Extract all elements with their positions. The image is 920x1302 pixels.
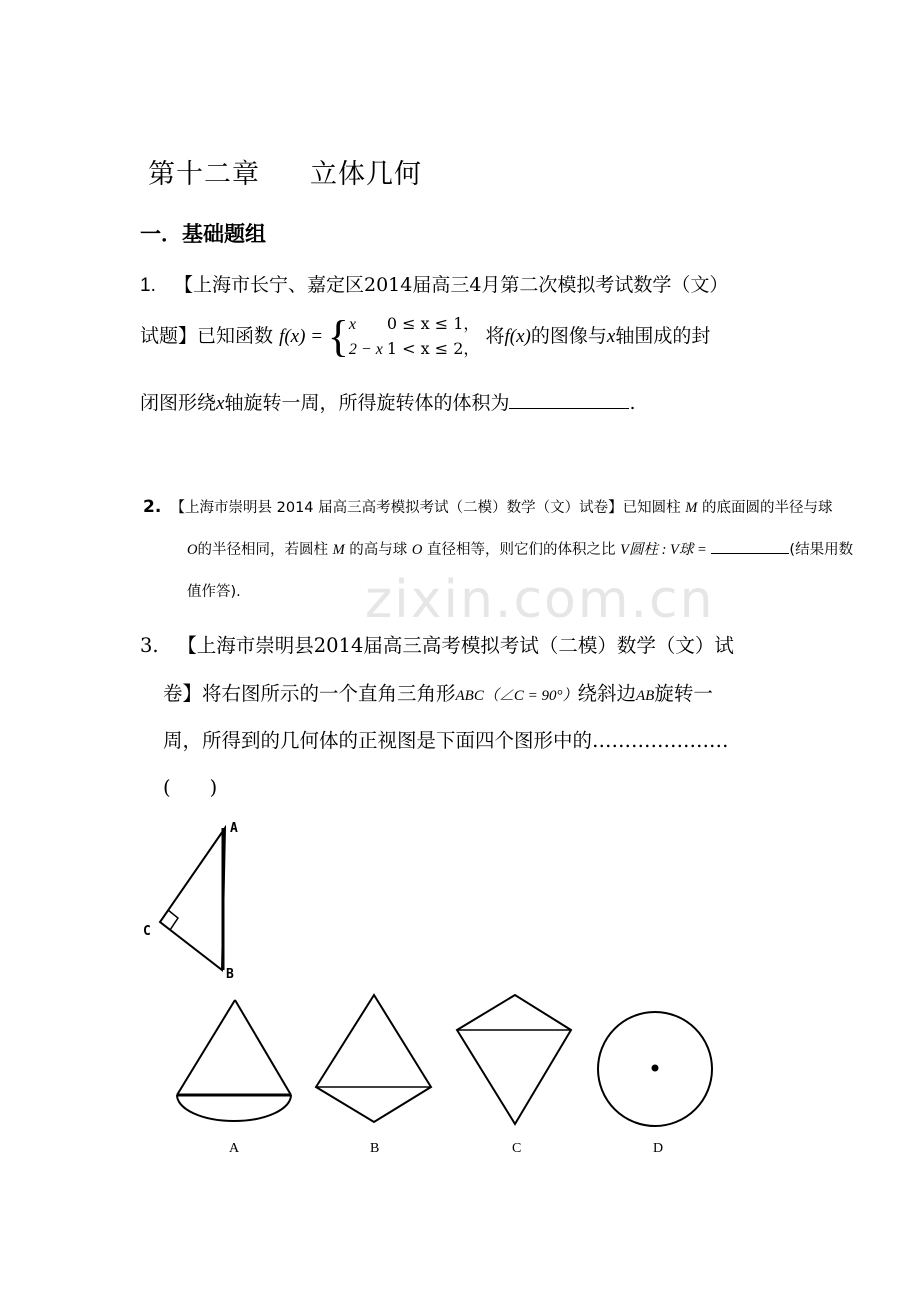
q2-line2b: 的高与球 [349, 542, 408, 558]
vertex-label-c: C [143, 924, 151, 939]
right-angle-mark [168, 910, 178, 930]
vertex-label-a: A [230, 821, 238, 836]
watermark: zixin.com.cn [365, 570, 715, 630]
q1-x2: x [216, 393, 225, 414]
q2-m1: M [685, 500, 698, 516]
q2-ratio: V圆柱 : V球 = [620, 542, 707, 558]
q1-source: 【上海市长宁、嘉定区2014届高三4月第二次模拟考试数学（文） [173, 274, 729, 296]
q1-function-label: f(x) = [279, 326, 328, 347]
option-a-figure [177, 1000, 291, 1121]
case2-expr: 2 − x [348, 341, 383, 358]
q3-line2a: 卷】将右图所示的一个直角三角形 [163, 682, 456, 705]
q1-line3b: 轴旋转一周，所得旋转体的体积为 [224, 392, 510, 414]
q2-o2: O [411, 542, 423, 558]
q1-lead: 已知函数 [197, 325, 274, 347]
q2-number: 2. [143, 497, 162, 517]
q2-line1-text: 【上海市崇明县 2014 届高三高考模拟考试（二模）数学（文）试卷】已知圆柱 [170, 500, 681, 516]
option-label-c[interactable]: C [512, 1141, 522, 1156]
chapter-title: 立体几何 [310, 159, 422, 190]
q2-line3: 值作答). [187, 584, 241, 600]
q1-fx2: f(x) [504, 326, 531, 347]
q2-line2d: (结果用数 [789, 542, 854, 558]
q1-source-end: 试题】 [140, 325, 198, 347]
q1-line3a: 闭图形绕 [140, 392, 217, 414]
option-c-figure [457, 995, 571, 1124]
option-b-figure [316, 995, 431, 1122]
q1-mid: 将 [485, 325, 505, 347]
q3-ab: AB [636, 688, 655, 704]
q2-line1b: 的底面圆的半径与球 [701, 500, 833, 516]
center-dot [652, 1065, 659, 1072]
q3-line2b: 绕斜边 [577, 682, 637, 705]
option-d-figure [598, 1012, 712, 1126]
q3-line3: 周，所得到的几何体的正视图是下面四个图形中的………………… [163, 729, 729, 752]
case1-expr: x [348, 316, 356, 333]
q3-abc: ABC [455, 688, 484, 704]
q1-tail1: 轴围成的封 [615, 325, 711, 347]
q2-o1: O [187, 542, 198, 558]
case2-cond: 1 < x ≤ 2， [386, 339, 480, 358]
q3-angle: （∠C = 90°） [483, 688, 578, 704]
q3-number: 3. [140, 634, 159, 657]
q1-mid2: 的图像与 [530, 325, 607, 347]
q3-line2c: 旋转一 [654, 682, 713, 705]
option-label-b[interactable]: B [370, 1141, 380, 1156]
q2-line2a: 的半径相同，若圆柱 [197, 542, 328, 558]
q3-line1-text: 【上海市崇明县2014届高三高考模拟考试（二模）数学（文）试 [177, 634, 734, 657]
option-label-d[interactable]: D [653, 1141, 664, 1156]
case1-cond: 0 ≤ x ≤ 1， [386, 314, 480, 333]
chapter-number: 第十二章 [148, 159, 260, 190]
triangle-abc-figure [160, 828, 225, 970]
q1-x1: x [606, 326, 616, 347]
triangle-abc [160, 828, 225, 970]
option-label-a[interactable]: A [229, 1141, 240, 1156]
q2-m2: M [332, 542, 345, 558]
piecewise-brace: { [327, 312, 349, 361]
q3-answer-paren[interactable]: ( ) [163, 776, 218, 799]
q2-line2c: 直径相等，则它们的体积之比 [427, 542, 616, 558]
section-heading: 一．基础题组 [140, 222, 266, 246]
vertex-label-b: B [226, 967, 234, 982]
q1-number: 1. [140, 275, 156, 296]
q1-end: . [629, 392, 636, 414]
